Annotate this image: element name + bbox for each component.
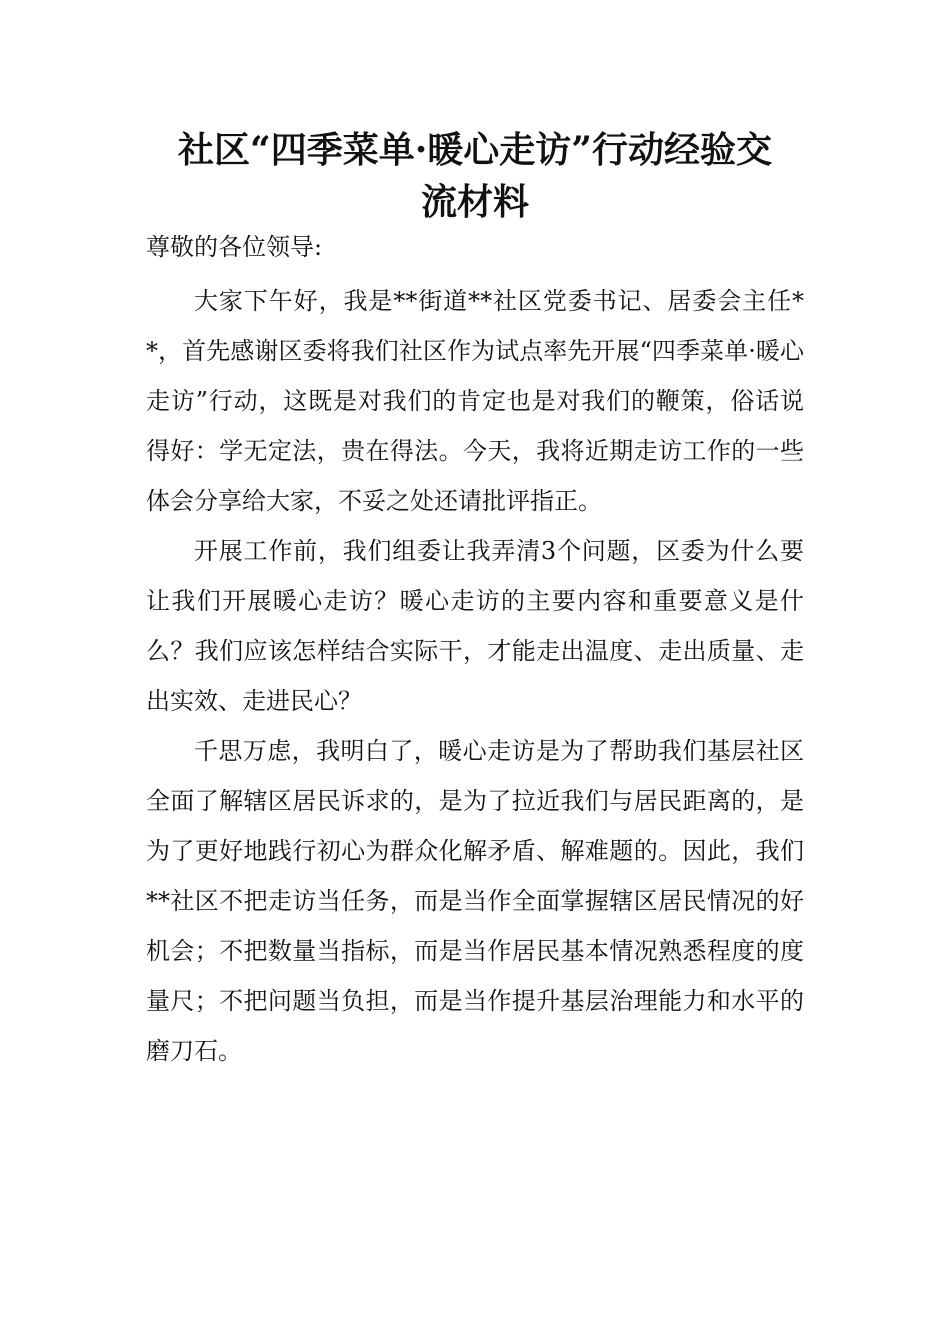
- paragraph-1: 大家下午好，我是**街道**社区党委书记、居委会主任**，首先感谢区委将我们社区作为试点率先开展“四季菜单·暖心走访”行动，这既是对我们的肯定也是对我们的鞭策，俗话说得好：学无定法，贵在得法。今天，我将近期走访工作的一些体会分享给大家，不妥之处还请批评指正。: [146, 287, 804, 515]
- document-title-line-1: 社区“四季菜单·暖心走访”行动经验交: [178, 129, 772, 171]
- salutation: 尊敬的各位领导:: [146, 233, 323, 261]
- paragraph-3: 千思万虑，我明白了，暖心走访是为了帮助我们基层社区全面了解辖区居民诉求的，是为了拉近我们与居民距离的，是为了更好地践行初心为群众化解矛盾、解难题的。因此，我们**社区不把走访当任务，而是当作全面掌握辖区居民情况的好机会；不把数量当指标，而是当作居民基本情况熟悉程度的度量尺；不把问题当负担，而是当作提升基层治理能力和水平的磨刀石。: [146, 737, 804, 1065]
- document-title-line-2: 流材料: [420, 181, 529, 223]
- document-title: [140, 124, 810, 228]
- paragraph-2: 开展工作前，我们组委让我弄清3个问题，区委为什么要让我们开展暖心走访？暖心走访的主要内容和重要意义是什么？我们应该怎样结合实际干，才能走出温度、走出质量、走出实效、走进民心？: [146, 537, 804, 715]
- document-body: [146, 226, 804, 1076]
